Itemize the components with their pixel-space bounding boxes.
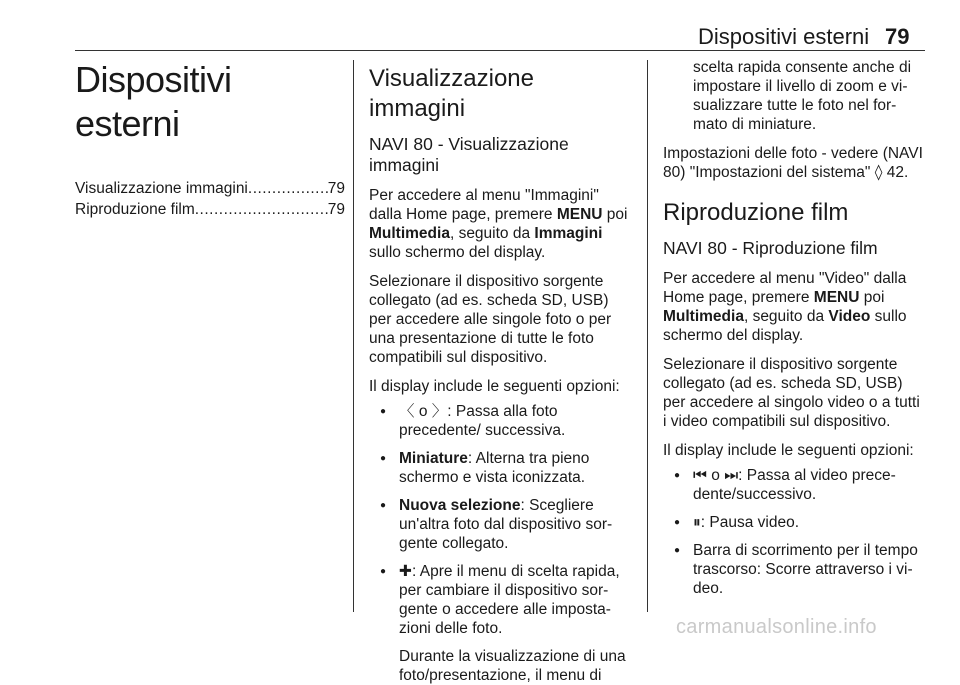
toc-leader	[248, 178, 328, 199]
paragraph: Durante la visualizzazione di una foto/presentazione, il menu di	[399, 648, 626, 684]
multimedia-keyword: Multimedia	[369, 225, 450, 242]
pause-icon: ⏸	[693, 513, 701, 531]
paragraph: Selezionare il dispositivo sorgente collegato (ad es. scheda SD, USB) per accedere alle singole foto o per una presentazione di tutte le foto compatibili sul dispositivo.	[369, 273, 612, 366]
column-divider-1	[353, 60, 354, 612]
video-keyword: Video	[828, 308, 871, 325]
chevron-left-icon: 〈	[399, 402, 415, 420]
options-list	[663, 466, 927, 598]
column-2	[369, 58, 633, 685]
paragraph: Per accedere al menu "Video" dalla Home page, premere MENU poi Multimedia, seguito da Video sullo schermo del display.	[663, 270, 907, 344]
toc-label: Visualizzazione immagini	[75, 180, 248, 197]
skip-forward-icon: ⏭	[724, 466, 739, 484]
option-label: Miniature	[399, 450, 468, 467]
paragraph: Per accedere al menu "Immagini" dalla Home page, premere MENU poi Multimedia, seguito da Immagini sullo schermo del display.	[369, 187, 628, 261]
immagini-keyword: Immagini	[534, 225, 603, 242]
paragraph: Il display include le seguenti opzioni:	[369, 378, 620, 395]
paragraph: Impostazioni delle foto - vedere (NAVI 80) "Impostazioni del sistema" ◊ 42.	[663, 145, 923, 181]
multimedia-keyword: Multimedia	[663, 308, 744, 325]
subsection-title: NAVI 80 - Visualizzazione immagini	[369, 134, 569, 175]
options-list	[369, 402, 633, 638]
toc-entry[interactable]	[75, 199, 345, 220]
toc-leader	[195, 199, 328, 220]
section-title: Visualizzazione immagini	[369, 65, 534, 122]
paragraph: Il display include le seguenti opzioni:	[663, 442, 914, 459]
skip-back-icon: ⏮	[693, 466, 707, 484]
section-title: Riproduzione film	[663, 199, 849, 226]
header-title: Dispositivi esterni	[698, 24, 870, 49]
table-of-contents	[75, 178, 345, 220]
header-rule	[75, 50, 925, 51]
toc-entry[interactable]	[75, 178, 345, 199]
chevron-right-icon: 〉	[431, 402, 448, 420]
list-item: ● ✚: Apre il menu di scelta rapida, per cambiare il dispositivo sor- gente o accedere alle imposta- zioni delle foto.	[369, 562, 633, 638]
column-divider-2	[647, 60, 648, 612]
toc-label: Riproduzione film	[75, 201, 195, 218]
list-item: ● Barra di scorrimento per il tempo trascorso: Scorre attraverso i vi- deo.	[663, 541, 927, 598]
list-item: ● ⏸: Pausa video.	[663, 513, 927, 532]
menu-keyword: MENU	[556, 206, 603, 223]
page-number: 79	[885, 24, 910, 49]
chapter-title: Dispositivi esterni	[75, 59, 232, 144]
column-3	[663, 58, 927, 607]
plus-icon: ✚	[399, 562, 412, 580]
subsection-title: NAVI 80 - Riproduzione film	[663, 238, 878, 258]
menu-keyword: MENU	[813, 289, 860, 306]
paragraph: Selezionare il dispositivo sorgente collegato (ad es. scheda SD, USB) per accedere al singolo video o a tutti i video compatibili sul dispositivo.	[663, 356, 920, 430]
paragraph: scelta rapida consente anche di impostare il livello di zoom e vi- sualizzare tutte le foto nel for- mato di miniature.	[693, 59, 912, 133]
toc-page: 79	[327, 201, 345, 218]
list-item: ● ⏮ o ⏭: Passa al video prece- dente/successivo.	[663, 466, 927, 504]
list-item: ● 〈 o 〉: Passa alla foto precedente/ successiva.	[369, 402, 633, 440]
reference-arrow-icon: ◊	[874, 163, 883, 181]
list-item: ● Nuova selezione: Scegliere un'altra foto dal dispositivo sor- gente collegato.	[369, 496, 633, 553]
watermark: carmanualsonline.info	[676, 616, 877, 638]
list-item: ● Miniature: Alterna tra pieno schermo e vista iconizzata.	[369, 449, 633, 487]
column-1	[75, 58, 345, 220]
toc-page: 79	[327, 180, 345, 197]
option-label: Nuova selezione	[399, 497, 521, 514]
